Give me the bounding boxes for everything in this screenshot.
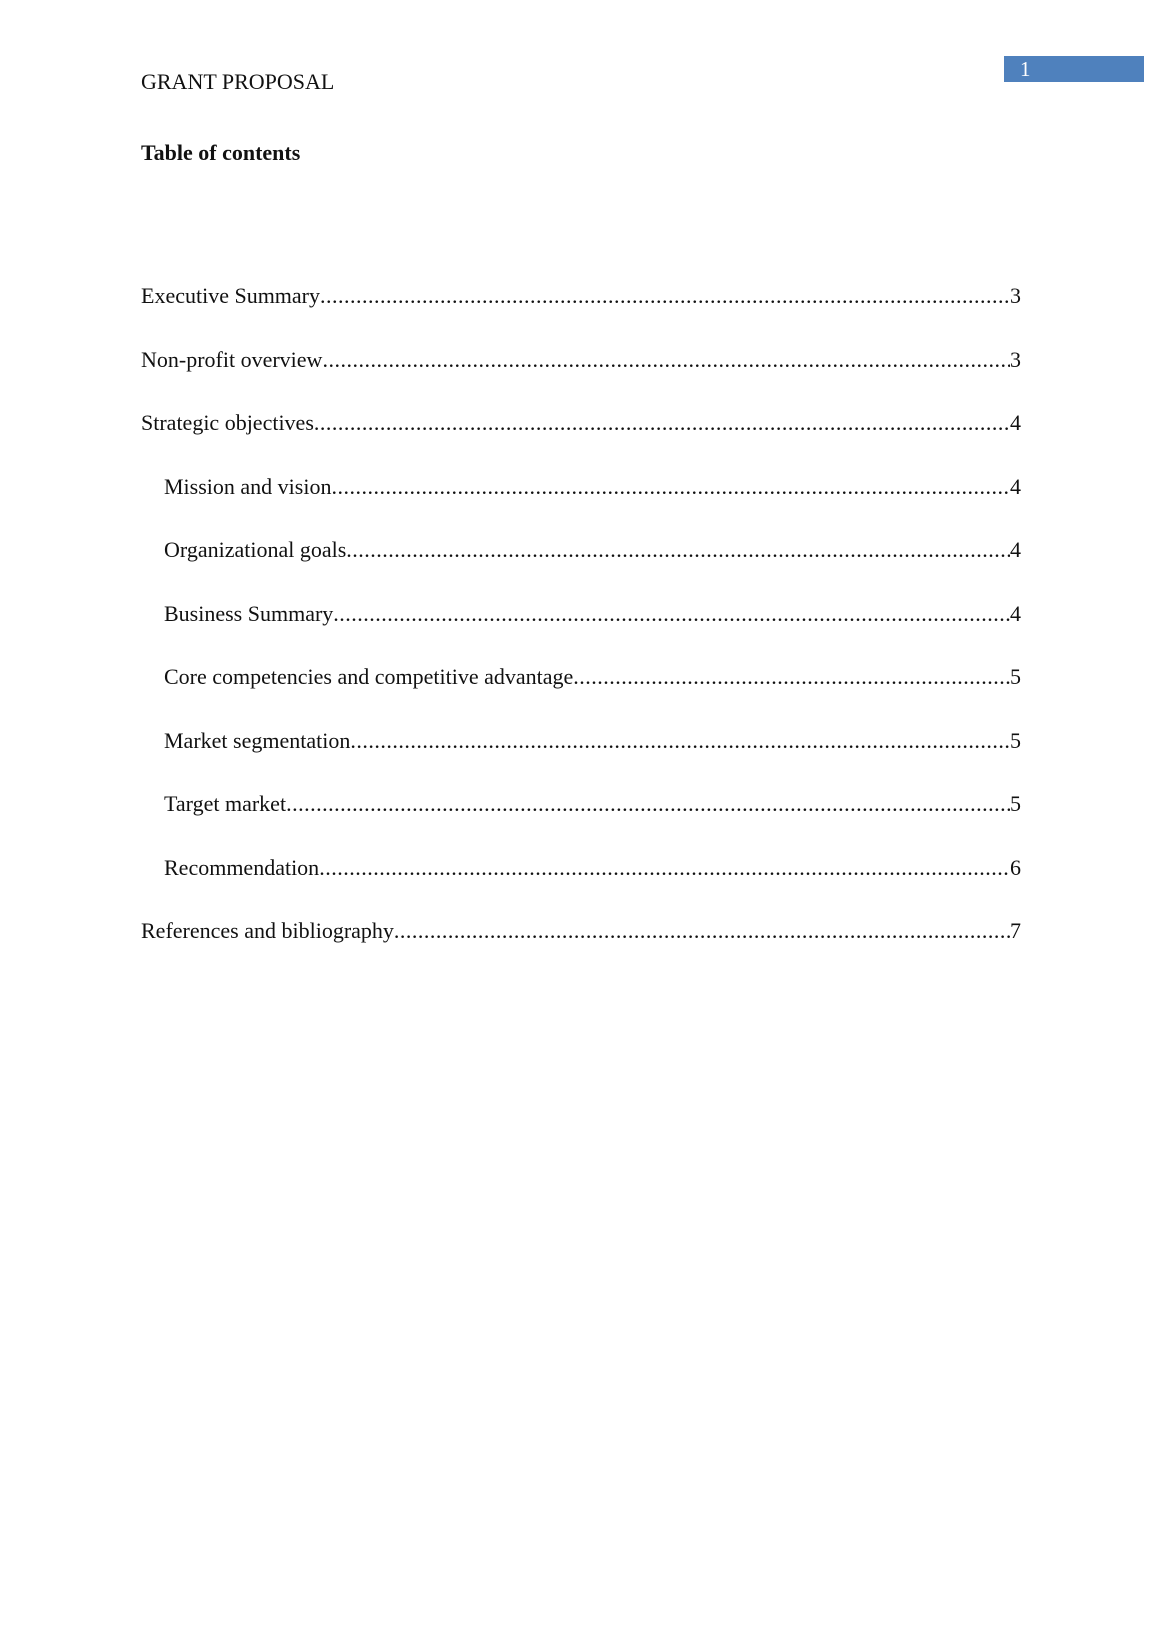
toc-entry-page: 3 (1010, 346, 1021, 372)
toc-entry-label: Organizational goals (164, 537, 347, 562)
toc-entry-executive-summary[interactable] (141, 282, 1021, 346)
toc-entry-page: 3 (1010, 283, 1021, 308)
toc-dot-leader (322, 346, 1010, 374)
toc-entry-label: Business Summary (164, 600, 334, 626)
toc-entry-label: Strategic objectives (141, 410, 314, 435)
toc-heading: Table of contents (141, 140, 301, 165)
table-of-contents (141, 282, 1021, 981)
running-head: GRANT PROPOSAL (141, 69, 335, 94)
toc-dot-leader (286, 790, 1010, 818)
toc-dot-leader (314, 409, 1010, 437)
toc-entry-page: 4 (1010, 473, 1021, 499)
toc-dot-leader (346, 536, 1010, 564)
toc-dot-leader (319, 854, 1010, 882)
toc-entry-page: 7 (1010, 918, 1021, 943)
toc-entry-label: Executive Summary (141, 283, 321, 308)
toc-entry-page: 5 (1010, 727, 1021, 753)
toc-dot-leader (573, 663, 1010, 691)
page-number-box (1004, 56, 1144, 82)
toc-dot-leader (350, 727, 1010, 755)
toc-entry-core-competencies[interactable] (141, 663, 1021, 727)
toc-entry-page: 6 (1010, 854, 1021, 880)
toc-entry-business-summary[interactable] (141, 600, 1021, 664)
toc-entry-strategic-objectives[interactable] (141, 409, 1021, 473)
toc-entry-label: Recommendation (164, 854, 320, 880)
toc-entry-non-profit-overview[interactable] (141, 346, 1021, 410)
toc-entry-label: Mission and vision (164, 473, 332, 499)
toc-entry-label: References and bibliography (141, 918, 394, 943)
toc-entry-label: Core competencies and competitive advantage (164, 664, 574, 689)
toc-entry-target-market[interactable] (141, 790, 1021, 854)
toc-entry-organizational-goals[interactable] (141, 536, 1021, 600)
toc-entry-mission-and-vision[interactable] (141, 473, 1021, 537)
toc-entry-label: Market segmentation (164, 727, 351, 753)
toc-entry-label: Target market (164, 791, 287, 816)
toc-dot-leader (333, 600, 1010, 628)
toc-entry-label: Non-profit overview (141, 346, 323, 372)
toc-entry-page: 4 (1010, 410, 1021, 435)
toc-dot-leader (320, 282, 1010, 310)
toc-entry-recommendation[interactable] (141, 854, 1021, 918)
toc-entry-page: 5 (1010, 664, 1021, 689)
page-number: 1 (1020, 57, 1031, 81)
toc-entry-page: 4 (1010, 537, 1021, 562)
toc-dot-leader (394, 917, 1010, 945)
toc-entry-page: 5 (1010, 791, 1021, 816)
toc-entry-market-segmentation[interactable] (141, 727, 1021, 791)
toc-dot-leader (331, 473, 1010, 501)
toc-entry-page: 4 (1010, 600, 1021, 626)
toc-entry-references[interactable] (141, 917, 1021, 981)
